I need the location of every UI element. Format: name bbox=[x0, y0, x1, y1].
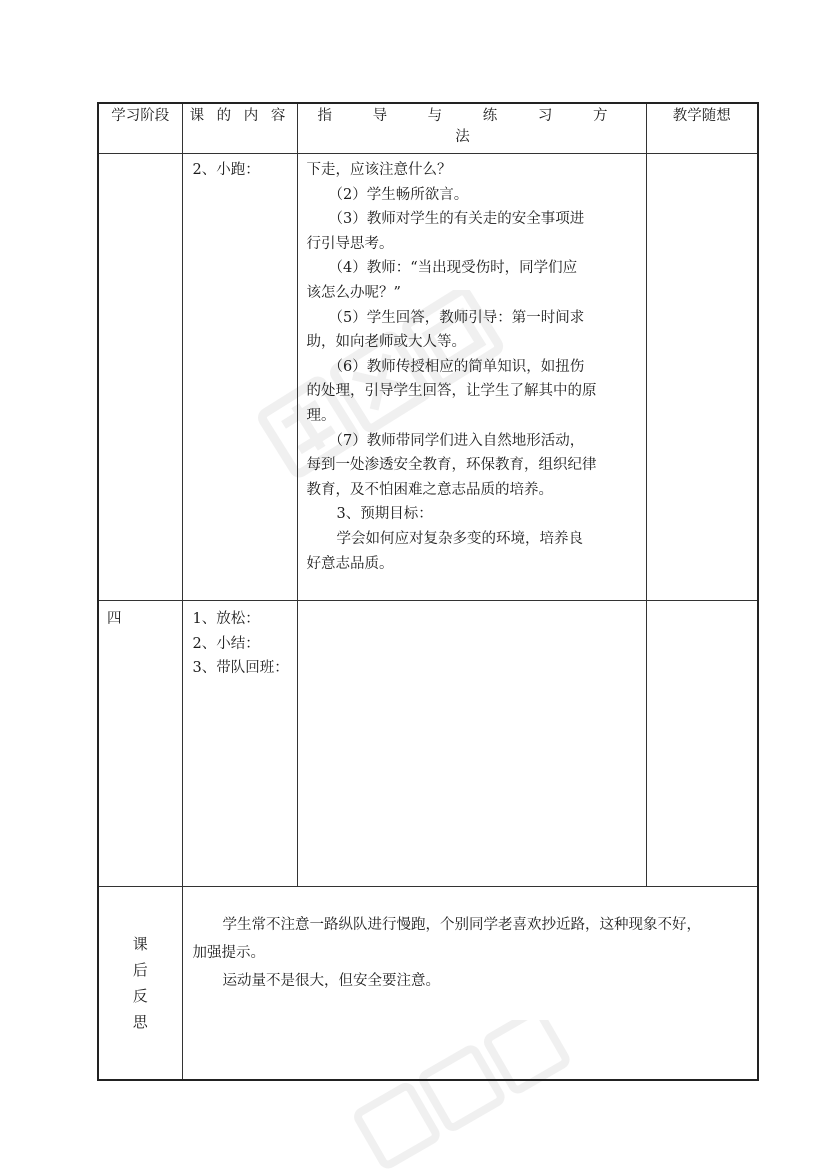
lesson-plan-table bbox=[97, 102, 759, 1081]
method-line: 教育，及不怕困难之意志品质的培养。 bbox=[306, 481, 553, 498]
content-item: 3、带队回班： bbox=[192, 660, 289, 677]
reflection-line: 运动量不是很大，但安全要注意。 bbox=[222, 973, 440, 989]
table-row bbox=[98, 154, 758, 601]
header-stage: 学习阶段 bbox=[98, 103, 182, 154]
table-header-row bbox=[98, 103, 758, 154]
content-item: 1、放松： bbox=[192, 611, 260, 627]
reflection-label-char: 反 bbox=[132, 987, 148, 1005]
content-cell bbox=[182, 601, 297, 887]
reflection-row bbox=[98, 887, 758, 1081]
method-cell bbox=[297, 154, 646, 601]
stage-cell bbox=[98, 154, 182, 601]
reflection-body bbox=[182, 887, 758, 1081]
stage-label: 四 bbox=[107, 611, 122, 627]
notes-cell bbox=[646, 154, 758, 601]
table-row bbox=[98, 601, 758, 887]
method-line: （7）教师带同学们进入自然地形活动， bbox=[328, 432, 585, 449]
content-item: 2、小结： bbox=[192, 635, 260, 652]
method-line: （6）教师传授相应的简单知识，如扭伤 bbox=[328, 358, 585, 375]
reflection-label-char: 后 bbox=[132, 961, 148, 979]
method-line: 下走，应该注意什么？ bbox=[306, 162, 452, 178]
notes-cell bbox=[646, 601, 758, 887]
method-line: 该怎么办呢？” bbox=[306, 284, 401, 301]
method-line: 行引导思考。 bbox=[306, 235, 394, 252]
method-line: 助，如向老师或大人等。 bbox=[306, 334, 466, 351]
header-method: 指 导 与 练 习 方 法 bbox=[297, 103, 646, 154]
method-line: 3、预期目标： bbox=[336, 506, 433, 523]
method-line: 每到一处渗透安全教育，环保教育，组织纪律 bbox=[306, 457, 597, 474]
stage-cell bbox=[98, 601, 182, 887]
method-line: 理。 bbox=[306, 407, 336, 424]
method-line: （3）教师对学生的有关走的安全事项进 bbox=[328, 211, 585, 228]
method-line: （4）教师：“当出现受伤时，同学们应 bbox=[328, 260, 578, 277]
method-cell bbox=[297, 601, 646, 887]
content-item: 2、小跑： bbox=[192, 162, 260, 178]
reflection-label-char: 思 bbox=[132, 1013, 148, 1031]
method-line: 好意志品质。 bbox=[306, 555, 394, 572]
reflection-line: 加强提示。 bbox=[192, 945, 265, 961]
method-line: （5）学生回答，教师引导：第一时间求 bbox=[328, 309, 585, 326]
method-line: 的处理，引导学生回答，让学生了解其中的原 bbox=[306, 383, 597, 400]
header-content: 课 的 内 容 bbox=[182, 103, 297, 154]
content-cell bbox=[182, 154, 297, 601]
header-notes: 教学随想 bbox=[646, 103, 758, 154]
reflection-label-char: 课 bbox=[132, 935, 148, 953]
reflection-label bbox=[98, 887, 182, 1081]
reflection-line: 学生常不注意一路纵队进行慢跑，个别同学老喜欢抄近路，这种现象不好， bbox=[222, 917, 701, 933]
method-line: 学会如何应对复杂多变的环境，培养良 bbox=[336, 530, 583, 547]
method-line: （2）学生畅所欲言。 bbox=[328, 186, 469, 203]
